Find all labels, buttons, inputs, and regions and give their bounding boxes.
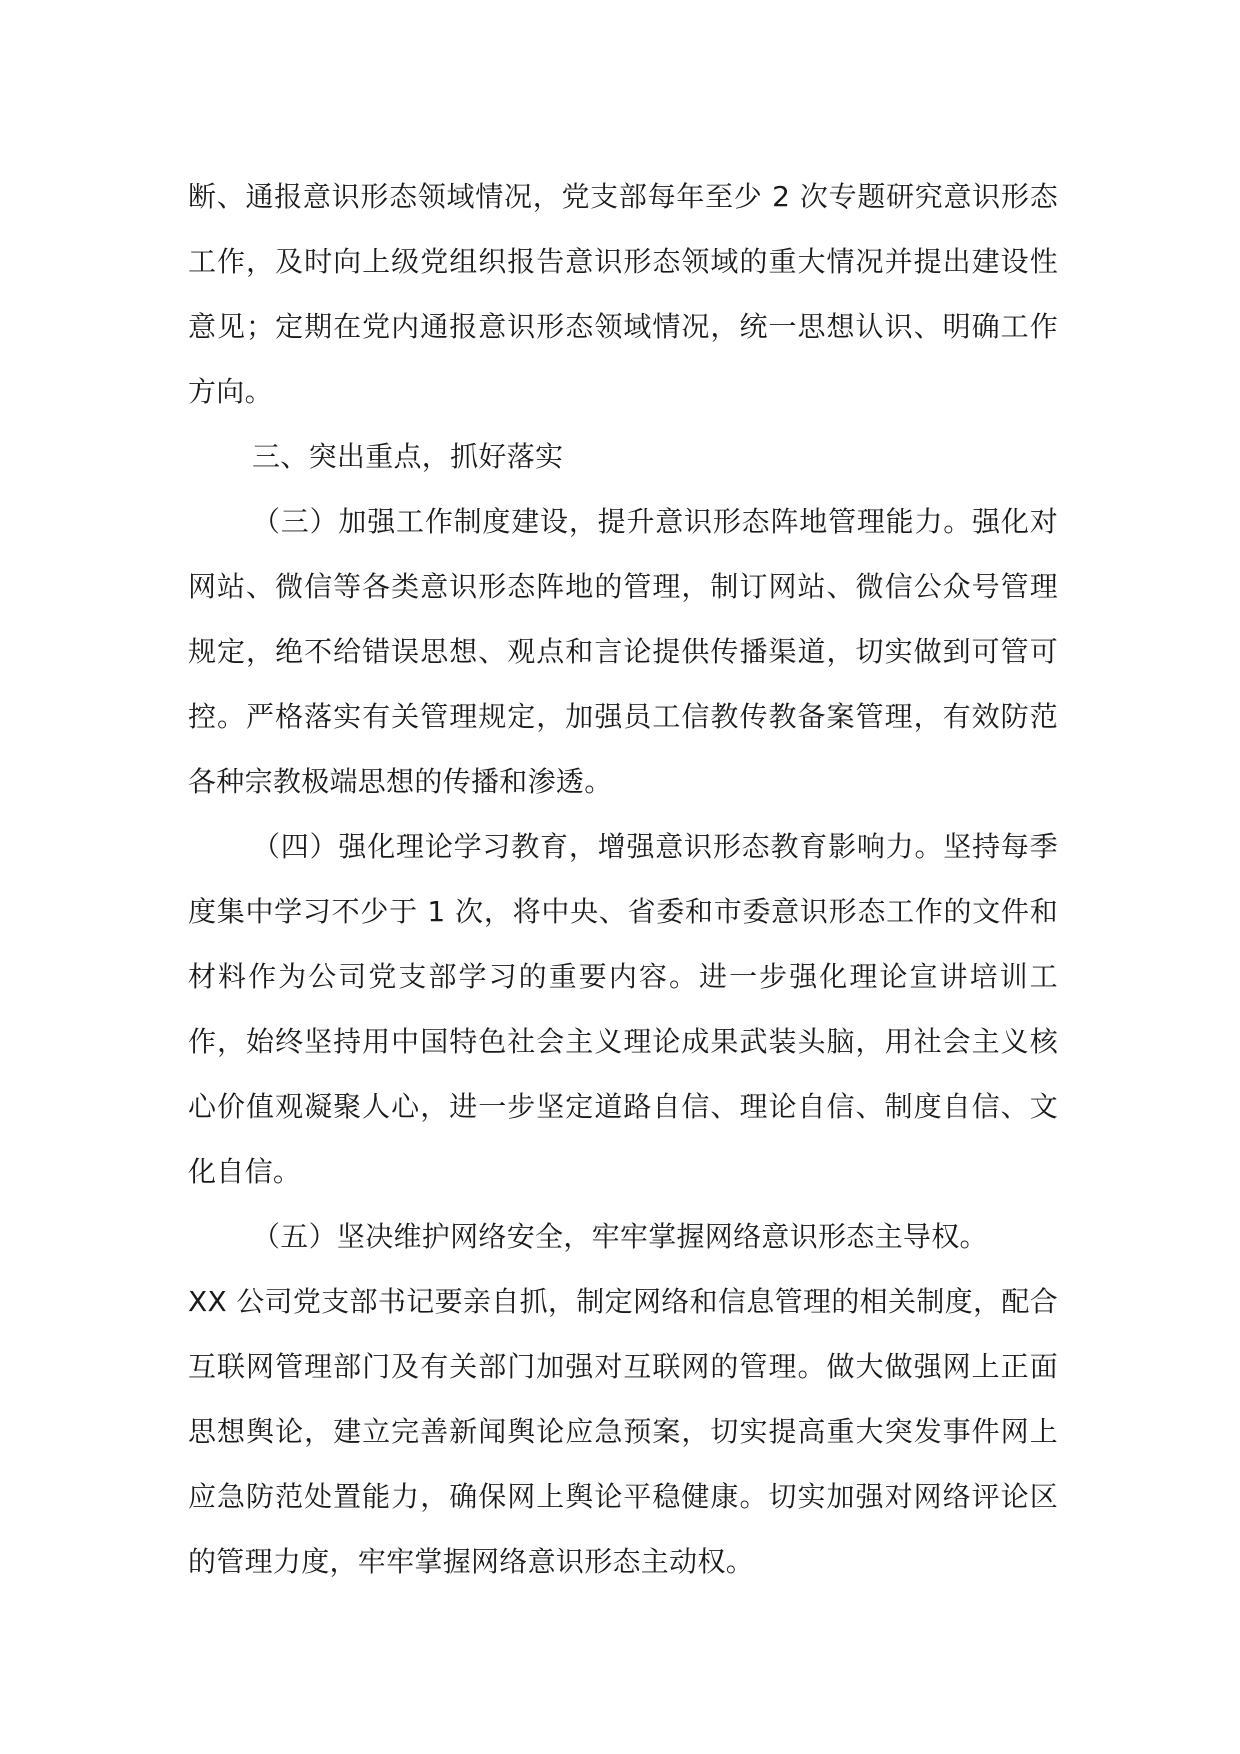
- document-body: [188, 164, 1058, 1594]
- paragraph-item-3: （三）加强工作制度建设，提升意识形态阵地管理能力。强化对网站、微信等各类意识形态阵地的管理，制订网站、微信公众号管理规定，绝不给错误思想、观点和言论提供传播渠道，切实做到可管可控。严格落实有关管理规定，加强员工信教传教备案管理，有效防范各种宗教极端思想的传播和渗透。: [188, 505, 1058, 798]
- paragraph-continuation: 断、通报意识形态领域情况，党支部每年至少 2 次专题研究意识形态工作，及时向上级党组织报告意识形态领域的重大情况并提出建设性意见；定期在党内通报意识形态领域情况，统一思想认识、明确工作方向。: [188, 180, 1058, 408]
- section-heading-3: 三、突出重点，抓好落实: [252, 440, 564, 473]
- paragraph-item-5-heading: （五）坚决维护网络安全，牢牢掌握网络意识形态主导权。: [252, 1220, 988, 1253]
- paragraph-item-4: （四）强化理论学习教育，增强意识形态教育影响力。坚持每季度集中学习不少于 1 次，将中央、省委和市委意识形态工作的文件和材料作为公司党支部学习的重要内容。进一步强化理论宣讲培训工作，始终坚持用中国特色社会主义理论成果武装头脑，用社会主义核心价值观凝聚人心，进一步坚定道路自信、理论自信、制度自信、文化自信。: [188, 830, 1058, 1188]
- paragraph-item-5-body: XX 公司党支部书记要亲自抓，制定网络和信息管理的相关制度，配合互联网管理部门及有关部门加强对互联网的管理。做大做强网上正面思想舆论，建立完善新闻舆论应急预案，切实提高重大突发事件网上应急防范处置能力，确保网上舆论平稳健康。切实加强对网络评论区的管理力度，牢牢掌握网络意识形态主动权。: [188, 1285, 1058, 1578]
